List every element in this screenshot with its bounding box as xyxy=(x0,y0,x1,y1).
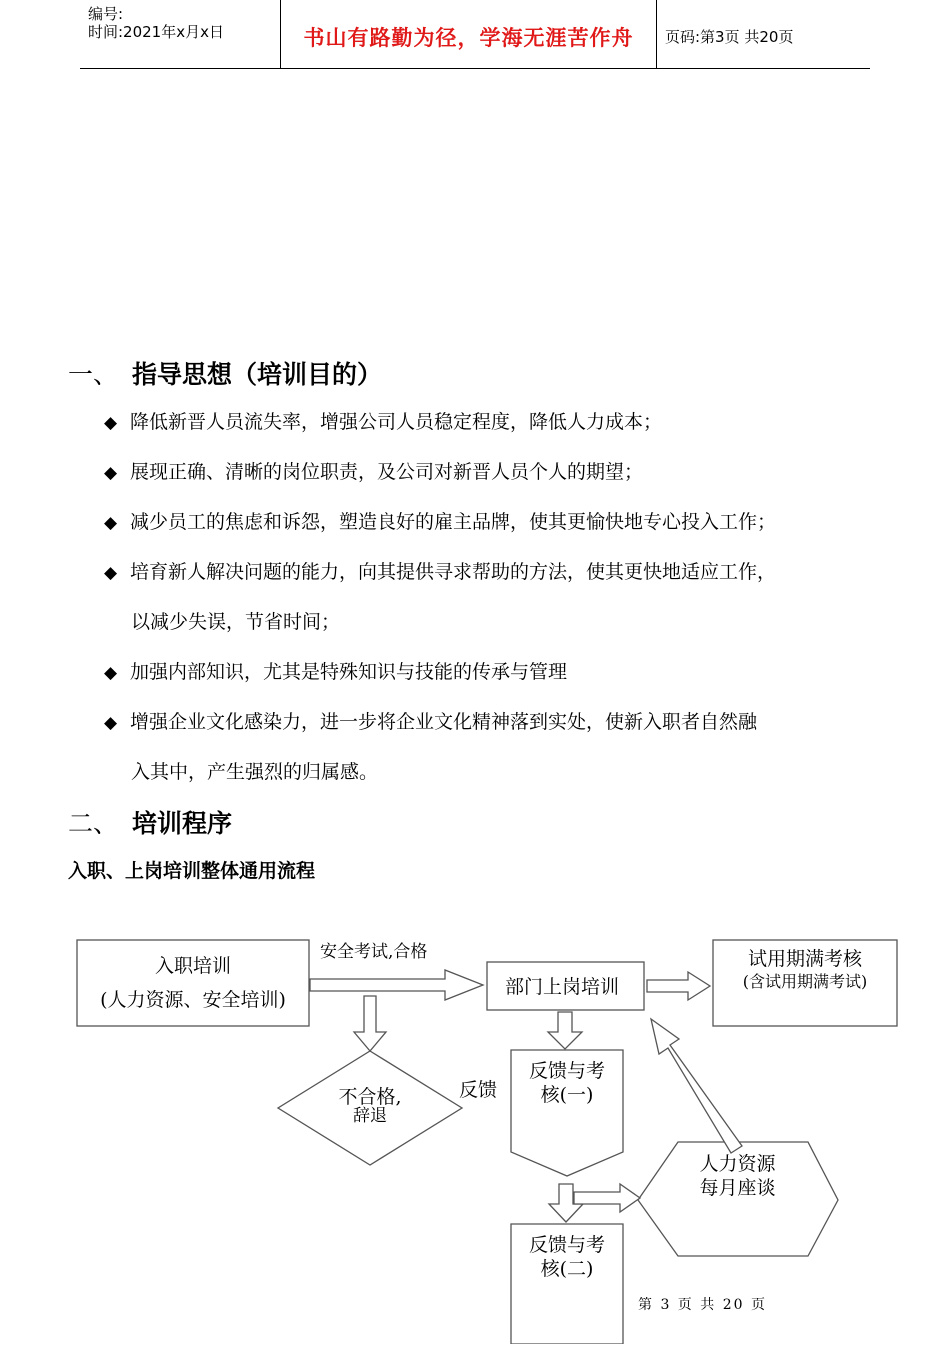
section1-title: 指导思想（培训目的） xyxy=(132,360,383,389)
section1-number: 一、 xyxy=(68,360,119,389)
review1-line1: 反馈与考 xyxy=(528,1060,605,1082)
section2-number: 二、 xyxy=(68,809,119,838)
section2-title: 培训程序 xyxy=(132,809,233,838)
diamond-bullet-icon: ◆ xyxy=(104,413,118,433)
header-page-info: 页码:第3页 共20页 xyxy=(665,28,794,46)
section2-subtitle: 入职、上岗培训整体通用流程 xyxy=(68,860,316,882)
trial-arrow xyxy=(647,972,710,1000)
bullet-item xyxy=(104,657,567,684)
bullet-item xyxy=(104,507,776,534)
page-footer: 第 3 页 共 20 页 xyxy=(638,1297,767,1313)
diamond-bullet-icon: ◆ xyxy=(104,563,118,583)
trial-box-line1: 试用期满考核 xyxy=(747,948,862,970)
header-left-cell xyxy=(80,0,280,68)
dept-box-label: 部门上岗培训 xyxy=(504,976,619,998)
page-header xyxy=(80,0,870,69)
review1-label xyxy=(511,1060,623,1108)
diamond-bullet-icon: ◆ xyxy=(104,463,118,483)
review1-arrow xyxy=(548,1012,582,1049)
review2-line1: 反馈与考 xyxy=(528,1234,605,1256)
serial-label: 编号: xyxy=(88,5,124,23)
bullet-continuation: 入其中，产生强烈的归属感。 xyxy=(131,761,379,783)
header-center-cell xyxy=(280,0,657,68)
fail-arrow xyxy=(354,996,386,1051)
entry-box-label xyxy=(77,955,309,1013)
hr-line1: 人力资源 xyxy=(699,1153,776,1175)
review2-line2: 核(二) xyxy=(540,1257,594,1280)
fail-line1: 不合格, xyxy=(338,1086,402,1108)
entry-box-line2: (人力资源、安全培训) xyxy=(100,988,286,1011)
fail-line2: 辞退 xyxy=(353,1105,387,1126)
bullet-item xyxy=(104,457,643,484)
diamond-bullet-icon: ◆ xyxy=(104,663,118,683)
bullet-text: 减少员工的焦虑和诉怨，塑造良好的雇主品牌，使其更愉快地专心投入工作； xyxy=(130,511,777,533)
section2-heading xyxy=(68,804,232,840)
hr-feedback-arrow xyxy=(651,1019,742,1153)
bullet-text: 加强内部知识，尤其是特殊知识与技能的传承与管理 xyxy=(130,661,568,683)
onboarding-flowchart xyxy=(0,920,950,1348)
review2-label xyxy=(511,1234,623,1282)
diamond-bullet-icon: ◆ xyxy=(104,713,118,733)
section1-heading xyxy=(68,355,382,391)
trial-box-line2: (含试用期满考试) xyxy=(742,971,868,991)
bullet-item xyxy=(104,707,757,734)
hr-arrow xyxy=(574,1184,640,1212)
pass-arrow xyxy=(310,970,483,1000)
bullet-item xyxy=(104,407,662,434)
bullet-item xyxy=(104,557,776,584)
diamond-bullet-icon: ◆ xyxy=(104,513,118,533)
header-motto: 书山有路勤为径，学海无涯苦作舟 xyxy=(303,26,634,50)
hr-label xyxy=(650,1153,825,1201)
bullet-text: 展现正确、清晰的岗位职责，及公司对新晋人员个人的期望； xyxy=(130,461,644,483)
hr-line2: 每月座谈 xyxy=(699,1176,776,1199)
pass-label: 安全考试,合格 xyxy=(320,942,428,962)
review1-line2: 核(一) xyxy=(540,1083,594,1106)
bullet-continuation: 以减少失误，节省时间； xyxy=(131,611,341,633)
feedback-label: 反馈 xyxy=(459,1079,498,1101)
bullet-text: 降低新晋人员流失率，增强公司人员稳定程度，降低人力成本； xyxy=(130,411,663,433)
header-right-cell xyxy=(657,0,870,68)
entry-box-line1: 入职培训 xyxy=(154,955,231,977)
bullet-text: 培育新人解决问题的能力，向其提供寻求帮助的方法，使其更快地适应工作， xyxy=(130,561,777,583)
bullet-text: 增强企业文化感染力，进一步将企业文化精神落到实处，使新入职者自然融 xyxy=(130,711,758,733)
trial-box-label xyxy=(713,948,897,992)
date-label: 时间:2021年x月x日 xyxy=(88,23,224,41)
fail-label xyxy=(300,1086,440,1127)
